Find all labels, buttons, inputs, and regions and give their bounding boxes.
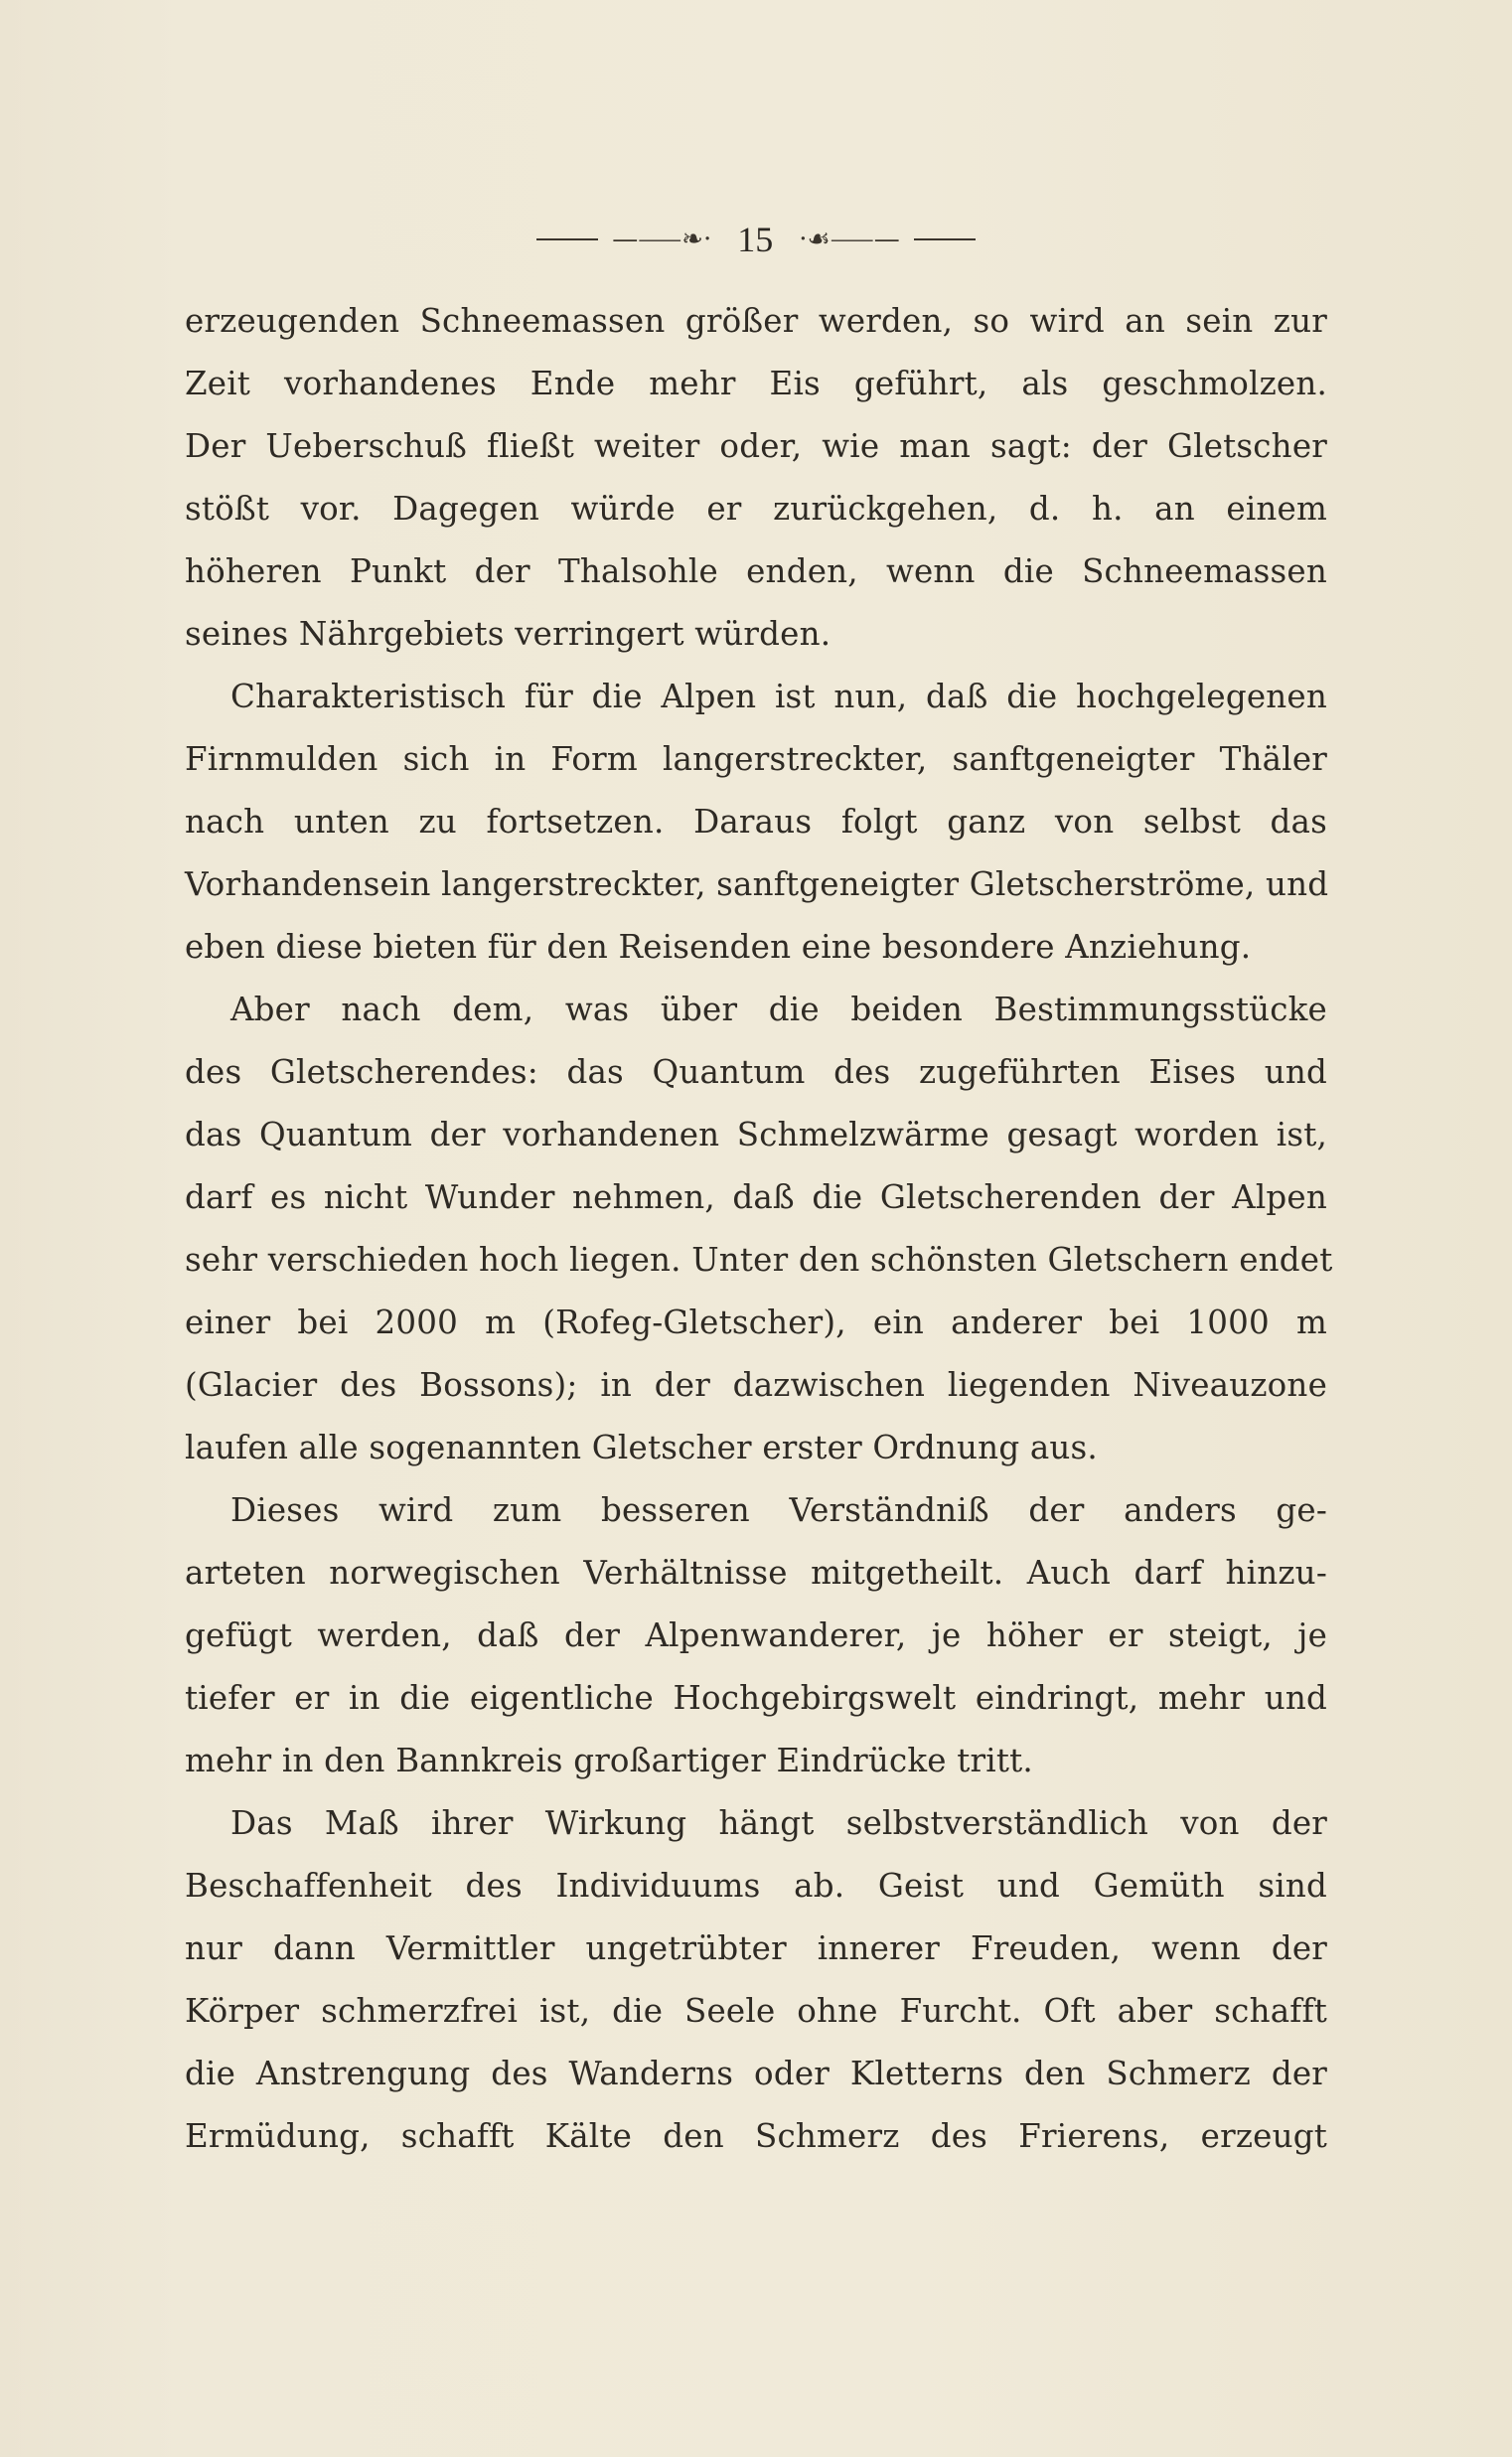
text-line: des Gletscherendes: das Quantum des zugeführten Eises und: [185, 1053, 1327, 1091]
ornament-right: ·☙⸺—: [799, 225, 900, 254]
text-line: gefügt werden, daß der Alpenwanderer, je höher er steigt, je: [185, 1616, 1327, 1654]
text-line: nur dann Vermittler ungetrübter innerer Freuden, wenn der: [185, 1929, 1327, 1967]
text-line: das Quantum der vorhandenen Schmelzwärme gesagt worden ist,: [185, 1116, 1327, 1153]
text-line: mehr in den Bannkreis großartiger Eindrücke tritt.: [185, 1742, 1033, 1779]
text-line: arteten norwegischen Verhältnisse mitgetheilt. Auch darf hinzu-: [185, 1554, 1327, 1592]
text-line: Aber nach dem, was über die beiden Bestimmungsstücke: [230, 991, 1327, 1028]
ornament-left: —⸺❧·: [612, 225, 712, 254]
text-line: (Glacier des Bossons); in der dazwischen liegenden Niveauzone: [185, 1366, 1327, 1404]
text-line: Körper schmerzfrei ist, die Seele ohne Furcht. Oft aber schafft: [185, 1992, 1327, 2030]
text-line: darf es nicht Wunder nehmen, daß die Gletscherenden der Alpen: [185, 1178, 1327, 1216]
text-line: Der Ueberschuß fließt weiter oder, wie man sagt: der Gletscher: [185, 427, 1327, 465]
body-text: [185, 290, 1333, 2168]
text-line: Beschaffenheit des Individuums ab. Geist und Gemüth sind: [185, 1867, 1327, 1905]
text-line: Ermüdung, schafft Kälte den Schmerz des Frierens, erzeugt: [185, 2117, 1327, 2155]
header-rule-left: [536, 238, 598, 240]
text-line: Das Maß ihrer Wirkung hängt selbstverständlich von der: [230, 1804, 1327, 1842]
header-rule-right: [914, 238, 976, 240]
text-line: höheren Punkt der Thalsohle enden, wenn die Schneemassen: [185, 552, 1327, 590]
text-line: die Anstrengung des Wanderns oder Kletterns den Schmerz der: [185, 2055, 1327, 2092]
text-line: nach unten zu fortsetzen. Daraus folgt ganz von selbst das: [185, 803, 1327, 841]
text-line: seines Nährgebiets verringert würden.: [185, 615, 832, 653]
text-line: Charakteristisch für die Alpen ist nun, daß die hochgelegenen: [230, 678, 1327, 715]
page-header: [0, 215, 1512, 264]
text-line: stößt vor. Dagegen würde er zurückgehen, d. h. an einem: [185, 490, 1327, 528]
text-line: Dieses wird zum besseren Verständniß der anders ge-: [230, 1491, 1327, 1529]
text-line: sehr verschieden hoch liegen. Unter den schönsten Gletschern endet: [185, 1241, 1333, 1279]
text-line: erzeugenden Schneemassen größer werden, so wird an sein zur: [185, 302, 1327, 340]
page-number: 15: [737, 220, 774, 259]
text-line: Firnmulden sich in Form langerstreckter, sanftgeneigter Thäler: [185, 740, 1327, 778]
text-line: Vorhandensein langerstreckter, sanftgeneigter Gletscherströme, und: [185, 865, 1329, 903]
text-line: tiefer er in die eigentliche Hochgebirgswelt eindringt, mehr und: [185, 1679, 1327, 1717]
text-line: Zeit vorhandenes Ende mehr Eis geführt, als geschmolzen.: [185, 365, 1327, 402]
text-line: eben diese bieten für den Reisenden eine besondere Anziehung.: [185, 928, 1252, 966]
text-line: laufen alle sogenannten Gletscher erster Ordnung aus.: [185, 1429, 1098, 1466]
text-line: einer bei 2000 m (Rofeg-Gletscher), ein anderer bei 1000 m: [185, 1304, 1327, 1341]
